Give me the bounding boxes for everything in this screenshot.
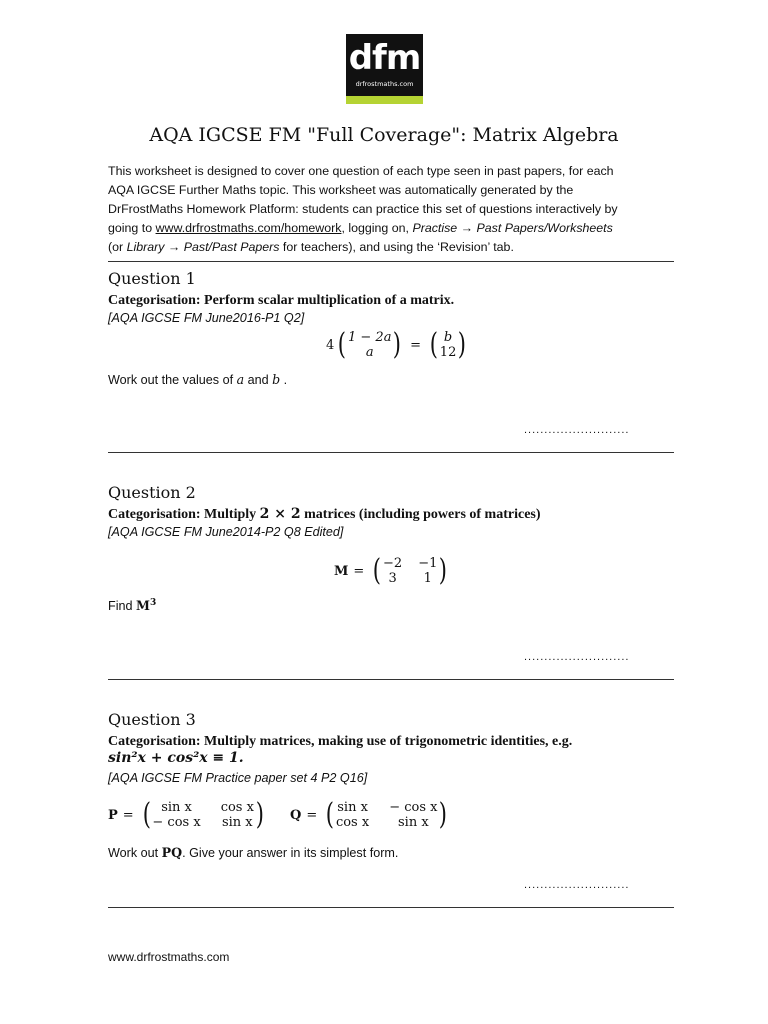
question-2-source: [AQA IGCSE FM June2014-P2 Q8 Edited]	[108, 525, 344, 539]
equals-sign: =	[353, 563, 365, 579]
question-1-source: [AQA IGCSE FM June2016-P1 Q2]	[108, 311, 305, 325]
matrix-cell: cos x	[335, 815, 370, 830]
matrix-q: ( sin x − cos x cos x sin x )	[325, 797, 448, 832]
question-3-answer-line[interactable]: ..........................	[524, 879, 630, 891]
matrix-name-p: P	[108, 807, 118, 823]
page-title: AQA IGCSE FM "Full Coverage": Matrix Algebra	[149, 124, 619, 146]
question-1-heading: Question 1	[108, 269, 196, 288]
question-2-prompt	[108, 598, 156, 613]
question-3-source: [AQA IGCSE FM Practice paper set 4 P2 Q16]	[108, 771, 368, 785]
question-1-categorisation: Categorisation: Perform scalar multiplication of a matrix.	[108, 293, 455, 308]
intro-text: for teachers), and using the ‘Revision’ tab.	[279, 240, 514, 254]
matrix-cell: sin x	[221, 815, 253, 830]
question-2-categorisation	[108, 506, 668, 523]
matrix-p: ( sin x cos x − cos x sin x )	[142, 797, 264, 832]
trig-identity: sin²x + cos²x ≡ 1.	[108, 750, 244, 766]
question-3-heading: Question 3	[108, 710, 196, 729]
equals-sign: =	[306, 807, 318, 823]
matrix-m: ( −2 −1 3 1 )	[373, 553, 448, 588]
question-2-answer-line[interactable]: ..........................	[524, 651, 630, 663]
categorisation-text: matrices (including powers of matrices)	[300, 507, 541, 522]
intro-line: AQA IGCSE Further Maths topic. This worksheet was automatically generated by the	[108, 183, 574, 197]
question-1-equation	[326, 327, 470, 362]
prompt-text: Work out the values of	[108, 373, 237, 387]
prompt-math: M	[136, 598, 150, 614]
matrix-right: ( b 12 )	[429, 327, 467, 362]
intro-line	[108, 219, 668, 238]
intro-line: DrFrostMaths Homework Platform: students can practice this set of questions interactively by	[108, 202, 618, 216]
question-1-answer-line[interactable]: ..........................	[524, 424, 630, 436]
footer-url[interactable]: www.drfrostmaths.com	[108, 950, 230, 964]
divider	[108, 907, 674, 908]
question-3-prompt	[108, 845, 398, 860]
matrix-cell: sin x	[398, 815, 429, 830]
equals-sign: =	[122, 807, 134, 823]
matrix-cell: 12	[439, 345, 457, 360]
intro-text: , logging on,	[341, 221, 413, 235]
matrix-name-q: Q	[290, 807, 302, 823]
intro-text: (or	[108, 240, 127, 254]
intro-path-library: Library → Past/Past Papers	[126, 240, 280, 254]
matrix-cell: cos x	[220, 800, 254, 815]
divider	[108, 261, 674, 262]
prompt-exponent: 3	[149, 598, 157, 608]
matrix-cell: 1	[423, 571, 432, 586]
matrix-cell: − cos x	[152, 815, 201, 830]
matrix-cell: a	[365, 345, 374, 360]
categorisation-text: Categorisation: Multiply matrices, making use of trigonometric identities, e.g.	[108, 734, 573, 749]
scalar: 4	[326, 337, 335, 353]
matrix-cell: b	[443, 330, 453, 345]
variable-a: a	[236, 372, 245, 387]
question-2-equation	[334, 553, 451, 588]
logo-accent-bar	[346, 96, 423, 104]
prompt-text: Find	[108, 599, 136, 614]
question-2-heading: Question 2	[108, 483, 196, 502]
matrix-cell: −2	[383, 556, 403, 571]
question-1-prompt	[108, 372, 287, 387]
intro-paragraph	[108, 162, 668, 257]
categorisation-math: 2 × 2	[259, 506, 301, 522]
matrix-cell: 1 − 2a	[348, 330, 392, 345]
prompt-text: .	[280, 373, 288, 387]
intro-path-practise: Practise → Past Papers/Worksheets	[412, 221, 613, 235]
logo-url: drfrostmaths.com	[355, 80, 414, 88]
categorisation-text: Categorisation: Multiply	[108, 507, 260, 522]
divider	[108, 452, 674, 453]
dfm-logo	[346, 34, 423, 104]
prompt-text: Work out	[108, 846, 162, 860]
matrix-left: ( 1 − 2a a )	[338, 327, 402, 362]
matrix-cell: sin x	[161, 800, 192, 815]
matrix-cell: − cos x	[389, 800, 438, 815]
matrix-name-m: M	[334, 563, 349, 579]
intro-line	[108, 238, 668, 257]
matrix-cell: −1	[418, 556, 438, 571]
question-3-categorisation	[108, 733, 668, 767]
matrix-p-equation	[108, 797, 268, 832]
prompt-text: and	[244, 373, 273, 387]
matrix-cell: sin x	[337, 800, 368, 815]
equals-sign: =	[410, 337, 422, 353]
prompt-text: . Give your answer in its simplest form.	[182, 846, 399, 860]
intro-text: going to	[108, 221, 156, 235]
matrix-q-equation	[290, 797, 451, 832]
divider	[108, 679, 674, 680]
matrix-cell: 3	[388, 571, 397, 586]
prompt-math: PQ	[161, 845, 183, 860]
homework-link[interactable]: www.drfrostmaths.com/homework	[155, 221, 342, 235]
intro-line: This worksheet is designed to cover one question of each type seen in past papers, for each	[108, 164, 614, 178]
logo-mark: dfm	[348, 38, 421, 78]
variable-b: b	[272, 372, 281, 387]
